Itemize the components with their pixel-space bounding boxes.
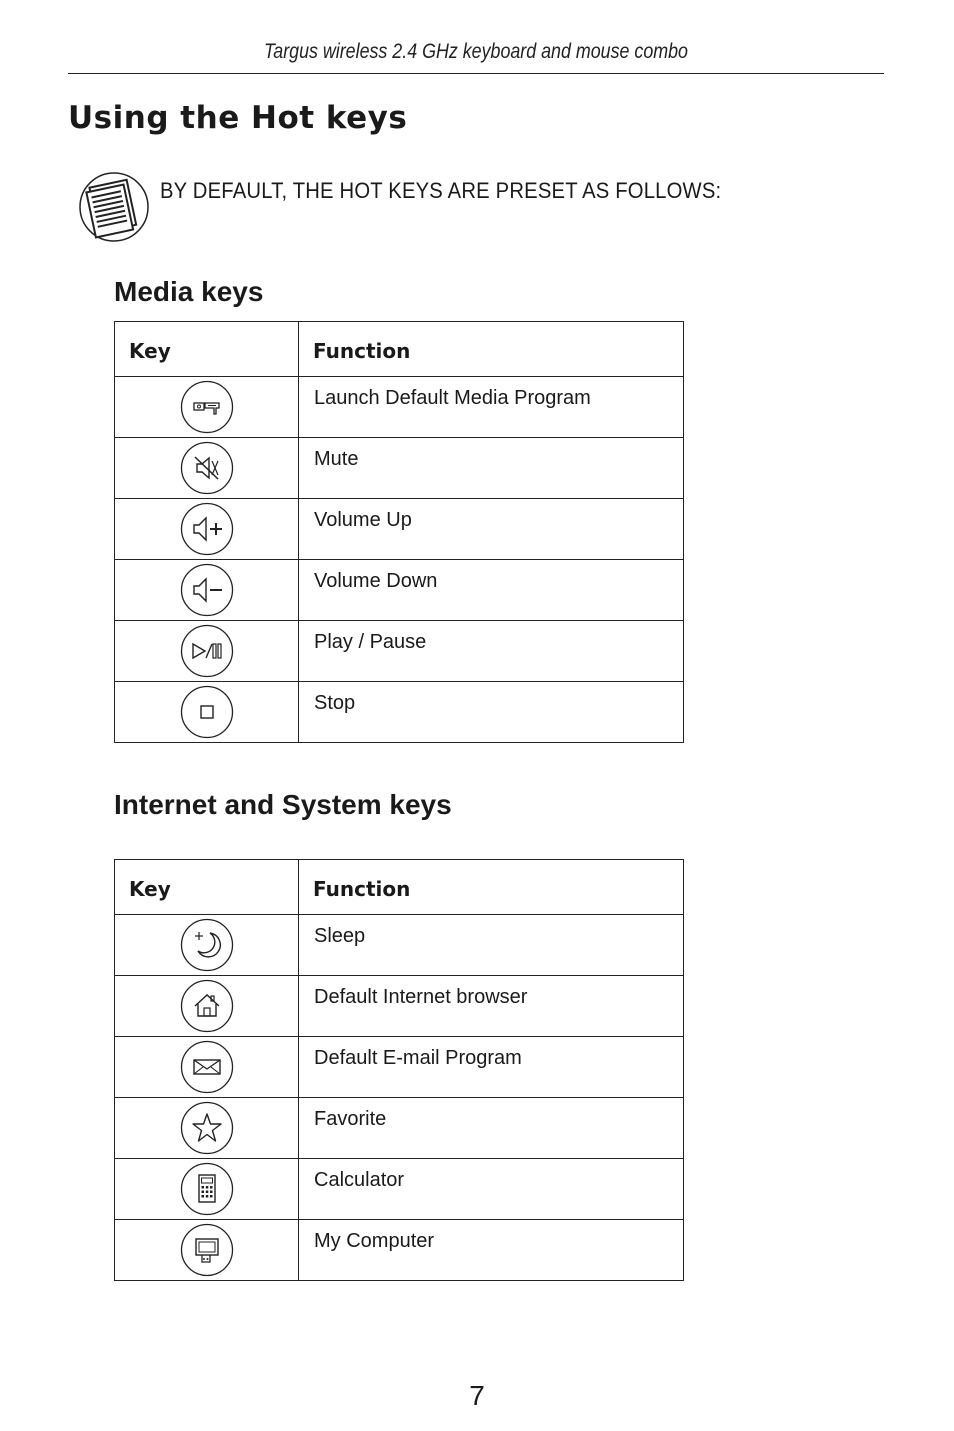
- table-row: [115, 1037, 684, 1098]
- page-number: 7: [469, 1380, 485, 1411]
- key-cell: [115, 915, 299, 976]
- mail-icon: [180, 1040, 234, 1094]
- internet-keys-table: [114, 859, 684, 1281]
- col-header-key: Key: [115, 860, 299, 915]
- table-header-row: [115, 322, 684, 377]
- table-row: [115, 915, 684, 976]
- key-cell: [115, 1037, 299, 1098]
- table-row: [115, 621, 684, 682]
- star-icon: [180, 1101, 234, 1155]
- table-row: [115, 1159, 684, 1220]
- col-header-function: Function: [299, 322, 684, 377]
- function-cell: Sleep: [299, 915, 684, 976]
- function-cell: Volume Down: [299, 560, 684, 621]
- table-row: [115, 499, 684, 560]
- volume-down-icon: [180, 563, 234, 617]
- key-cell: [115, 377, 299, 438]
- function-cell: Calculator: [299, 1159, 684, 1220]
- key-cell: [115, 1098, 299, 1159]
- home-icon: [180, 979, 234, 1033]
- function-cell: Play / Pause: [299, 621, 684, 682]
- key-cell: [115, 621, 299, 682]
- key-cell: [115, 560, 299, 621]
- table-row: [115, 560, 684, 621]
- calculator-icon: [180, 1162, 234, 1216]
- table-row: [115, 976, 684, 1037]
- key-cell: [115, 682, 299, 743]
- function-cell: Default E-mail Program: [299, 1037, 684, 1098]
- col-header-key: Key: [115, 322, 299, 377]
- key-cell: [115, 499, 299, 560]
- key-cell: [115, 1220, 299, 1281]
- function-cell: Mute: [299, 438, 684, 499]
- function-cell: My Computer: [299, 1220, 684, 1281]
- key-cell: [115, 438, 299, 499]
- function-cell: Launch Default Media Program: [299, 377, 684, 438]
- key-cell: [115, 976, 299, 1037]
- running-header: Targus wireless 2.4 GHz keyboard and mouse combo: [264, 40, 688, 63]
- note-icon: [78, 171, 150, 243]
- mute-icon: [180, 441, 234, 495]
- table-header-row: [115, 860, 684, 915]
- function-cell: Stop: [299, 682, 684, 743]
- media-keys-table: [114, 321, 684, 743]
- media-keys-title: Media keys: [114, 276, 264, 307]
- internet-keys-title: Internet and System keys: [114, 789, 452, 820]
- table-row: [115, 1098, 684, 1159]
- play-pause-icon: [180, 624, 234, 678]
- stop-icon: [180, 685, 234, 739]
- table-row: [115, 682, 684, 743]
- computer-icon: [180, 1223, 234, 1277]
- media-player-icon: [180, 380, 234, 434]
- function-cell: Default Internet browser: [299, 976, 684, 1037]
- function-cell: Favorite: [299, 1098, 684, 1159]
- sleep-icon: [180, 918, 234, 972]
- header-divider: [68, 73, 884, 74]
- volume-up-icon: [180, 502, 234, 556]
- table-row: [115, 1220, 684, 1281]
- function-cell: Volume Up: [299, 499, 684, 560]
- table-row: [115, 438, 684, 499]
- page-title: Using the Hot keys: [68, 100, 408, 136]
- col-header-function: Function: [299, 860, 684, 915]
- table-row: [115, 377, 684, 438]
- note-text: BY DEFAULT, THE HOT KEYS ARE PRESET AS FOLLOWS:: [160, 178, 722, 203]
- key-cell: [115, 1159, 299, 1220]
